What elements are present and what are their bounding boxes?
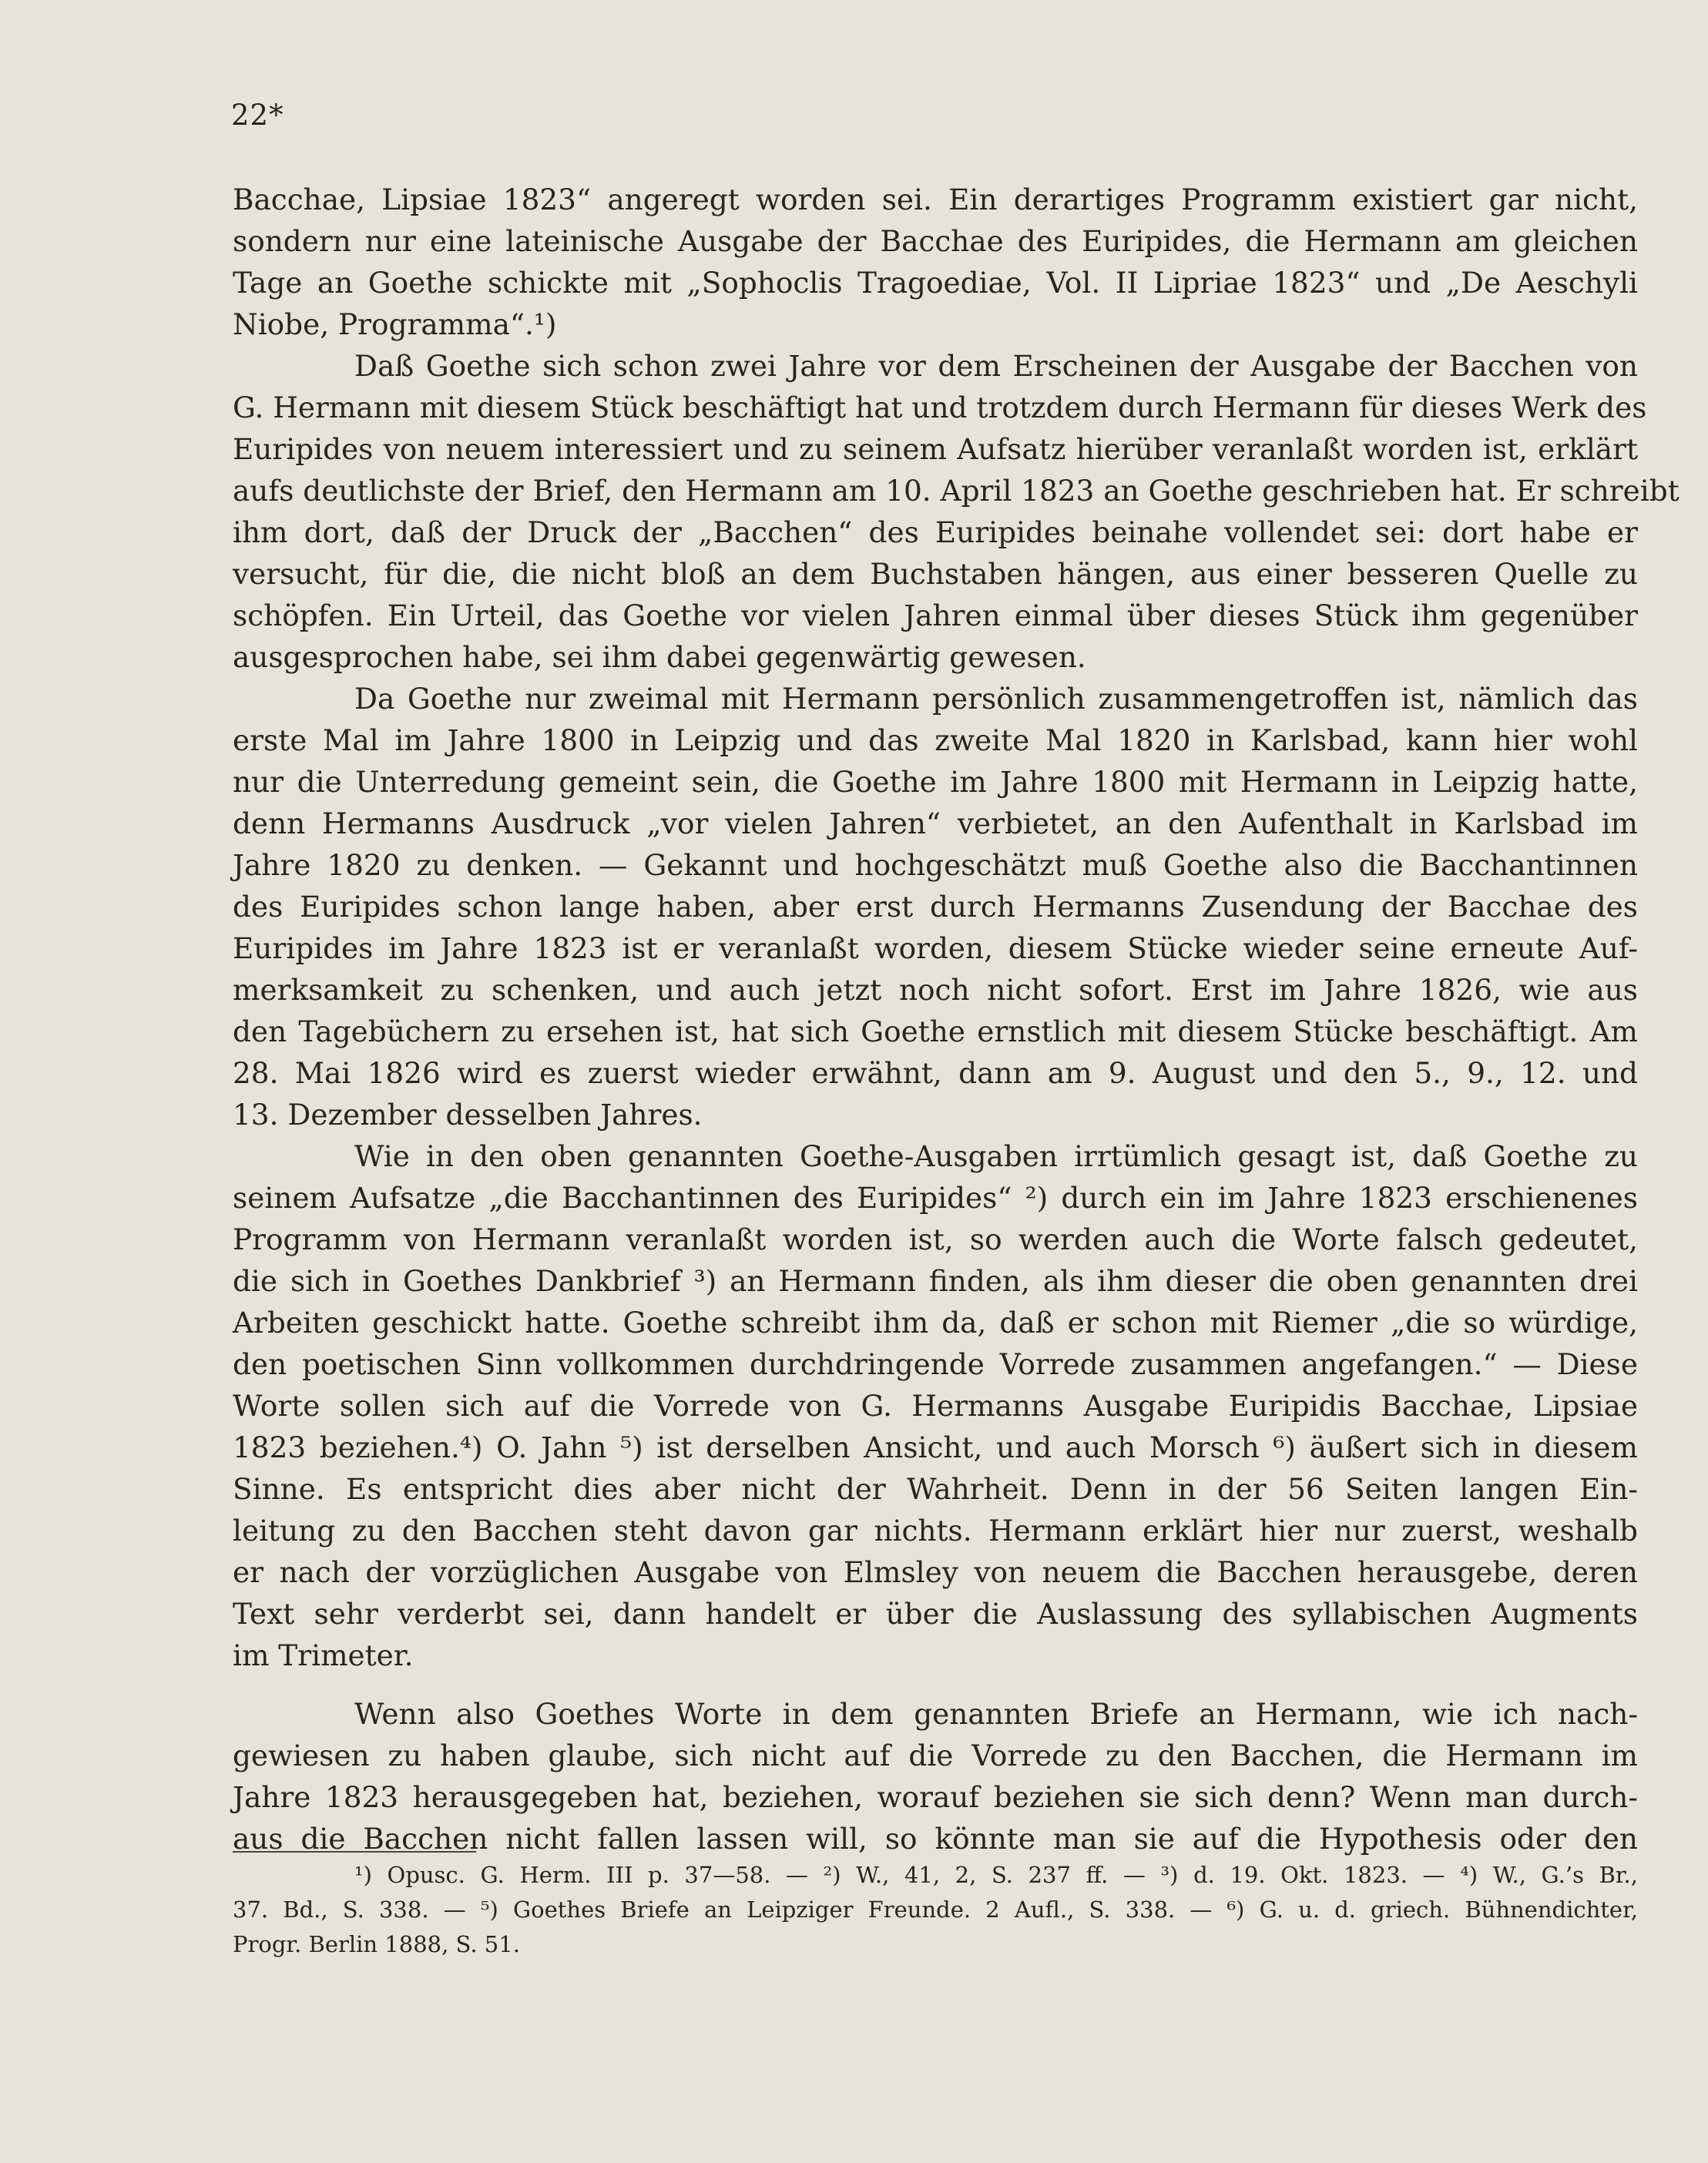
text-line: nur die Unterredung gemeint sein, die Goethe im Jahre 1800 mit Hermann in Leipzig hatte, [233, 765, 1638, 799]
text-line: 28. Mai 1826 wird es zuerst wieder erwähnt, dann am 9. August und den 5., 9., 12. und [233, 1056, 1638, 1090]
text-line: 13. Dezember desselben Jahres. [233, 1098, 703, 1132]
text-line: aus die Bacchen nicht fallen lassen will, so könnte man sie auf die Hypothesis oder den [233, 1822, 1638, 1856]
text-line: die sich in Goethes Dankbrief ³) an Hermann finden, als ihm dieser die oben genannten drei [233, 1264, 1638, 1298]
text-line: versucht, für die, die nicht bloß an dem Buchstaben hängen, aus einer besseren Quelle zu [233, 557, 1638, 591]
text-line: Euripides von neuem interessiert und zu seinem Aufsatz hierüber veranlaßt worden ist, erklärt [233, 432, 1638, 466]
text-line: den Tagebüchern zu ersehen ist, hat sich Goethe ernstlich mit diesem Stücke beschäftigt. Am [233, 1014, 1638, 1048]
text-line: den poetischen Sinn vollkommen durchdringende Vorrede zusammen angefangen.“ — Diese [233, 1347, 1638, 1381]
text-line: seinem Aufsatze „die Bacchantinnen des Euripides“ ²) durch ein im Jahre 1823 erschienenes [233, 1181, 1638, 1215]
text-line: ihm dort, daß der Druck der „Bacchen“ des Euripides beinahe vollendet sei: dort habe er [233, 515, 1638, 549]
text-line: Programm von Hermann veranlaßt worden ist, so werden auch die Worte falsch gedeutet, [233, 1222, 1638, 1256]
text-line: sondern nur eine lateinische Ausgabe der Bacchae des Euripides, die Hermann am gleichen [233, 224, 1638, 258]
text-line: 1823 beziehen.⁴) O. Jahn ⁵) ist derselben Ansicht, und auch Morsch ⁶) äußert sich in diesem [233, 1430, 1638, 1464]
text-line: Wie in den oben genannten Goethe-Ausgaben irrtümlich gesagt ist, daß Goethe zu [354, 1139, 1638, 1173]
text-line: Wenn also Goethes Worte in dem genannten Briefe an Hermann, wie ich nach- [354, 1697, 1638, 1731]
text-line: Jahre 1823 herausgegeben hat, beziehen, worauf beziehen sie sich denn? Wenn man durch- [233, 1780, 1638, 1814]
footnote-line: ¹) Opusc. G. Herm. III p. 37—58. — ²) W., 41, 2, S. 237 ff. — ³) d. 19. Okt. 1823. — ⁴) W., G.’s Br., [354, 1862, 1638, 1888]
text-line: Worte sollen sich auf die Vorrede von G. Hermanns Ausgabe Euripidis Bacchae, Lipsiae [233, 1389, 1638, 1423]
text-line: schöpfen. Ein Urteil, das Goethe vor vielen Jahren einmal über dieses Stück ihm gegenüber [233, 599, 1638, 632]
text-line: im Trimeter. [233, 1638, 414, 1672]
text-line: Jahre 1820 zu denken. — Gekannt und hochgeschätzt muß Goethe also die Bacchantinnen [233, 848, 1638, 882]
text-line: Da Goethe nur zweimal mit Hermann persönlich zusammengetroffen ist, nämlich das [354, 682, 1638, 716]
text-line: Bacchae, Lipsiae 1823“ angeregt worden sei. Ein derartiges Programm existiert gar nicht, [233, 183, 1638, 216]
text-line: Arbeiten geschickt hatte. Goethe schreibt ihm da, daß er schon mit Riemer „die so würdige, [233, 1306, 1638, 1340]
text-line: merksamkeit zu schenken, und auch jetzt noch nicht sofort. Erst im Jahre 1826, wie aus [233, 973, 1638, 1007]
text-line: Euripides im Jahre 1823 ist er veranlaßt worden, diesem Stücke wieder seine erneute Auf- [233, 931, 1638, 965]
text-line: des Euripides schon lange haben, aber erst durch Hermanns Zusendung der Bacchae des [233, 890, 1638, 924]
page-number: 22* [231, 99, 284, 132]
footnote-line: 37. Bd., S. 338. — ⁵) Goethes Briefe an Leipziger Freunde. 2 Aufl., S. 338. — ⁶) G. u. d. griech. Bühnendichter, [233, 1896, 1638, 1923]
text-line: er nach der vorzüglichen Ausgabe von Elmsley von neuem die Bacchen herausgebe, deren [233, 1555, 1638, 1589]
footnote-divider [233, 1851, 476, 1853]
text-line: leitung zu den Bacchen steht davon gar nichts. Hermann erklärt hier nur zuerst, weshalb [233, 1514, 1638, 1548]
body-text [233, 179, 1679, 1860]
footnote-line: Progr. Berlin 1888, S. 51. [233, 1931, 520, 1957]
text-line: Sinne. Es entspricht dies aber nicht der Wahrheit. Denn in der 56 Seiten langen Ein- [233, 1472, 1638, 1506]
text-line: erste Mal im Jahre 1800 in Leipzig und das zweite Mal 1820 in Karlsbad, kann hier wohl [233, 723, 1638, 757]
text-line: aufs deutlichste der Brief, den Hermann am 10. April 1823 an Goethe geschrieben hat. Er schreibt [233, 474, 1679, 508]
text-line: Daß Goethe sich schon zwei Jahre vor dem Erscheinen der Ausgabe der Bacchen von [354, 349, 1638, 383]
text-line: Niobe, Programma“.¹) [233, 307, 557, 341]
text-line: G. Hermann mit diesem Stück beschäftigt hat und trotzdem durch Hermann für dieses Werk des [233, 391, 1647, 424]
footnotes [233, 1858, 1638, 1962]
text-line: ausgesprochen habe, sei ihm dabei gegenwärtig gewesen. [233, 640, 1086, 674]
text-line: Text sehr verderbt sei, dann handelt er über die Auslassung des syllabischen Augments [233, 1597, 1638, 1631]
text-line: Tage an Goethe schickte mit „Sophoclis Tragoediae, Vol. II Lipriae 1823“ und „De Aeschyli [233, 266, 1638, 300]
text-line: gewiesen zu haben glaube, sich nicht auf die Vorrede zu den Bacchen, die Hermann im [233, 1739, 1638, 1772]
text-line: denn Hermanns Ausdruck „vor vielen Jahren“ verbietet, an den Aufenthalt in Karlsbad im [233, 807, 1638, 840]
